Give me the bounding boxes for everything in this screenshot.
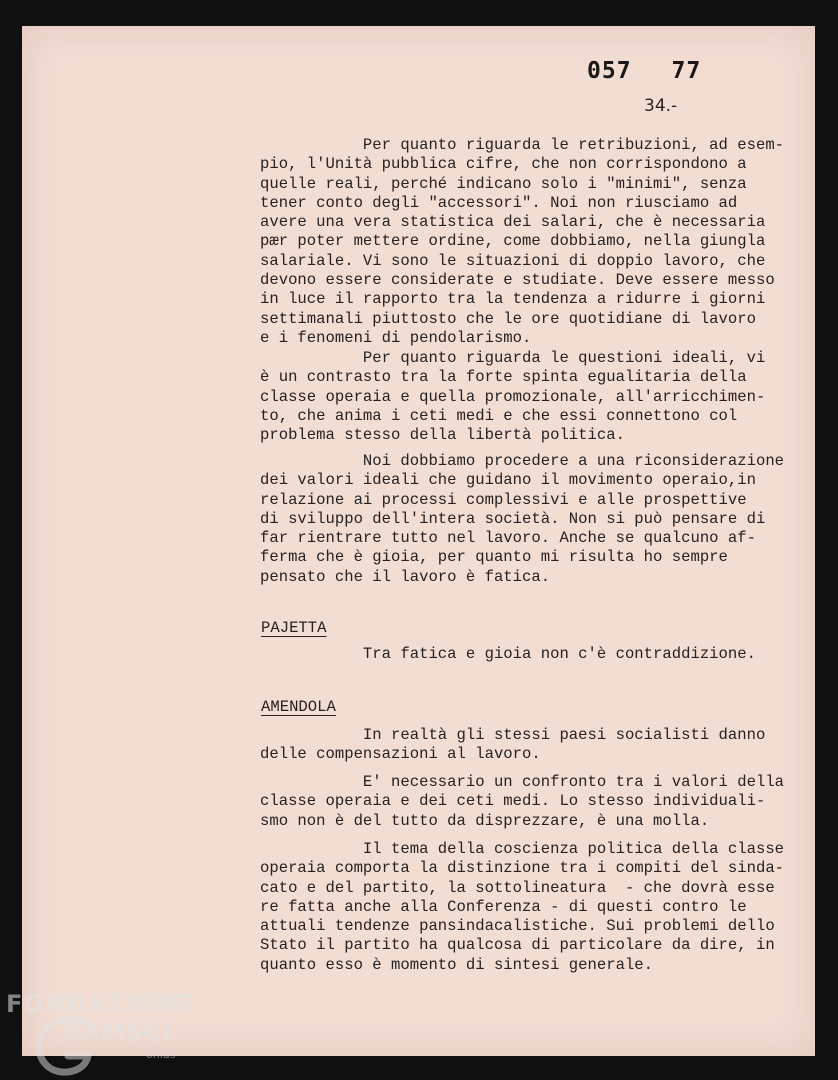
watermark-line-gramsci: RAMSCI [62, 1018, 173, 1046]
paragraph-retribuzioni: Per quanto riguarda le retribuzioni, ad esem- pio, l'Unità pubblica cifre, che non corrispondono a quelle reali, perché indicano solo i "minimi", senza tener conto degli "accessori". Noi non riusciamo ad avere una vera statistica dei salari, che è necessaria pær poter mettere ordine, come dobbiamo, nella giungla salariale. Vi sono le situazioni di doppio lavoro, che devono essere considerate e studiate. Deve essere messo in luce il rapporto tra la tendenza a ridurre i giorni settimanali piuttosto che le ore quotidiane di lavoro e i fenomeni di pendolarismo. [260, 136, 785, 347]
speaker-pajetta: PAJETTA [261, 619, 327, 637]
amendola-paragraph-coscienza-politica: Il tema della coscienza politica della classe operaia comporta la distinzione tra i compiti del sinda- cato e del partito, la sottolineatura - che dovrà esse re fatta anche alla Conferenza - di questi contro le attuali tendenze pansindacalistiche. Sui problemi dello Stato il partito ha qualcosa di particolare da dire, in quanto esso è momento di sintesi generale. [260, 840, 785, 974]
speaker-amendola: AMENDOLA [261, 698, 336, 716]
watermark-line-fondazione: FONDAZIONE [6, 990, 195, 1018]
amendola-paragraph-confronto: E' necessario un confronto tra i valori della classe operaia e dei ceti medi. Lo stesso individuali- smo non è del tutto da disprezzare, è una molla. [260, 773, 785, 830]
page-number: 34.- [644, 96, 678, 116]
pajetta-remark: Tra fatica e gioia non c'è contraddizione. [260, 645, 756, 663]
archive-reference [587, 58, 701, 84]
document-page [22, 26, 815, 1056]
watermark-line-onlus: onlus [146, 1048, 176, 1061]
archive-folder-number: 057 [587, 58, 632, 84]
fondazione-gramsci-watermark [0, 988, 210, 1080]
paragraph-riconsiderazione: Noi dobbiamo procedere a una riconsiderazione dei valori ideali che guidano il movimento operaio,in relazione ai processi complessivi e alle prospettive di sviluppo dell'intera società. Non si può pensare di far rientrare tutto nel lavoro. Anche se qualcuno af- ferma che è gioia, per quanto mi risulta ho sempre pensato che il lavoro è fatica. [260, 452, 785, 586]
paragraph-questioni-ideali: Per quanto riguarda le questioni ideali, vi è un contrasto tra la forte spinta egualitaria della classe operaia e quella promozionale, all'arricchimen- to, che anima i ceti medi e che essi connettono col problema stesso della libertà politica. [260, 349, 766, 445]
amendola-paragraph-compensazioni: In realtà gli stessi paesi socialisti danno delle compensazioni al lavoro. [260, 726, 766, 764]
archive-item-number: 77 [671, 58, 702, 84]
